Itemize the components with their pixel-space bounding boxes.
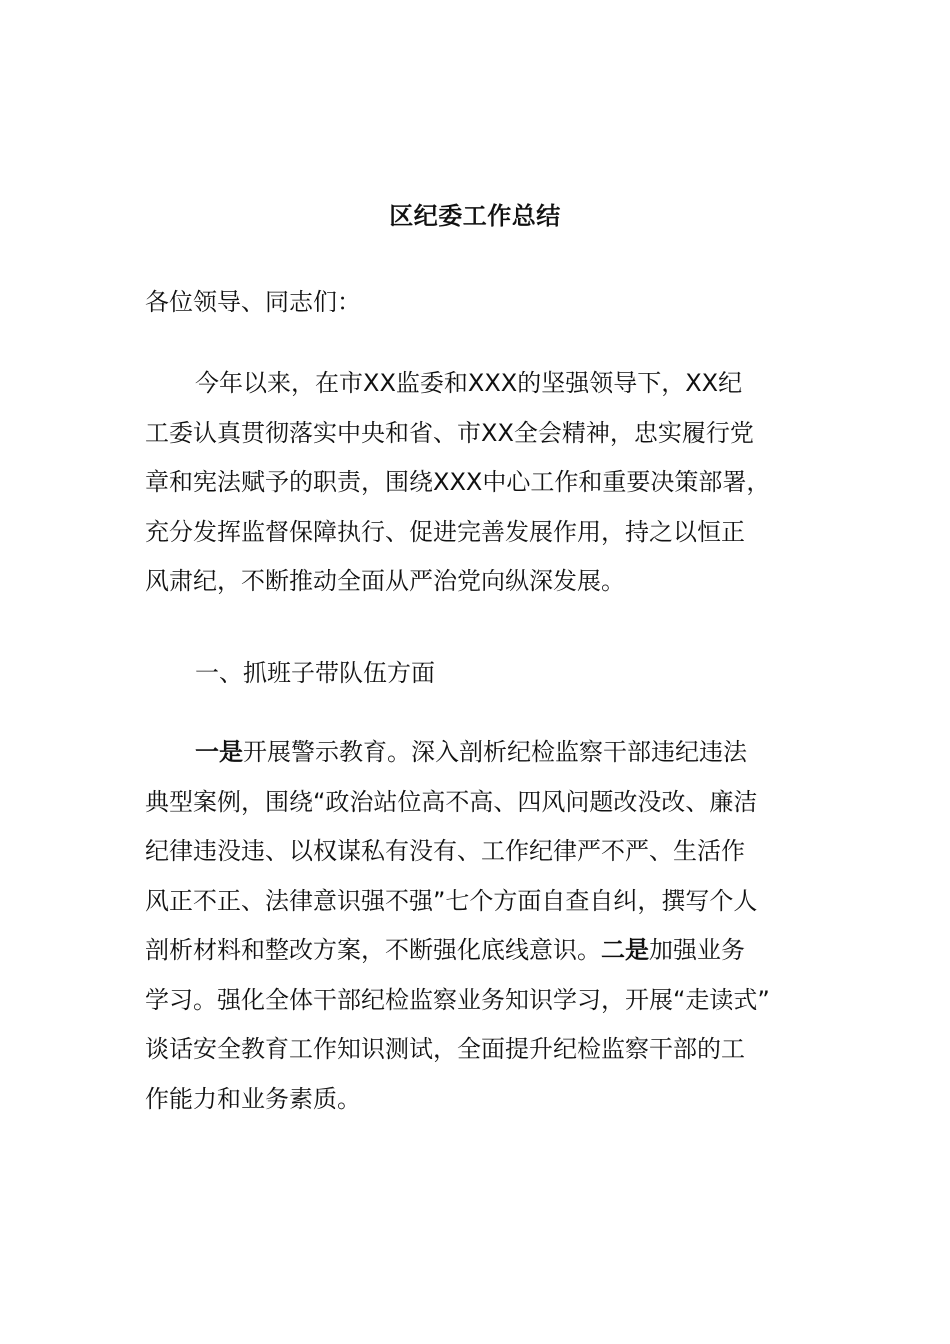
section-line: 风正不正、法律意识强不强”七个方面自查自纠，撰写个人: [145, 886, 758, 915]
section-line: 作能力和业务素质。: [145, 1084, 361, 1113]
intro-line: 风肃纪，不断推动全面从严治党向纵深发展。: [145, 567, 625, 595]
salutation: 各位领导、同志们：: [145, 288, 361, 316]
lead-label-first: 一是: [195, 738, 243, 766]
intro-line: 工委认真贯彻落实中央和省、市XX全会精神，忠实履行党: [145, 418, 754, 447]
section-line: 学习。强化全体干部纪检监察业务知识学习，开展“走读式”: [145, 985, 770, 1014]
section-line-text: 加强业务: [649, 936, 745, 964]
section-line-text: 剖析材料和整改方案，不断强化底线意识。: [145, 936, 601, 964]
document-title: 区纪委工作总结: [389, 202, 561, 230]
intro-line: 充分发挥监督保障执行、促进完善发展作用，持之以恒正: [145, 517, 745, 546]
intro-line: 今年以来，在市XX监委和XXX的坚强领导下，XX纪: [195, 369, 743, 397]
section-paragraph: [145, 728, 815, 1124]
section-line: [145, 728, 815, 778]
intro-line: 章和宪法赋予的职责，围绕XXX中心工作和重要决策部署，: [145, 468, 771, 496]
section-line: 谈话安全教育工作知识测试，全面提升纪检监察干部的工: [145, 1035, 745, 1063]
section-line: 纪律违没违、以权谋私有没有、工作纪律严不严、生活作: [145, 837, 745, 865]
section-heading: 一、抓班子带队伍方面: [195, 659, 435, 687]
section-line-text: 开展警示教育。深入剖析纪检监察干部违纪违法: [243, 738, 747, 766]
section-line: 典型案例，围绕“政治站位高不高、四风问题改没改、廉洁: [145, 787, 758, 816]
section-line: [145, 926, 815, 976]
intro-paragraph: [145, 359, 815, 607]
lead-label-second: 二是: [601, 936, 649, 964]
